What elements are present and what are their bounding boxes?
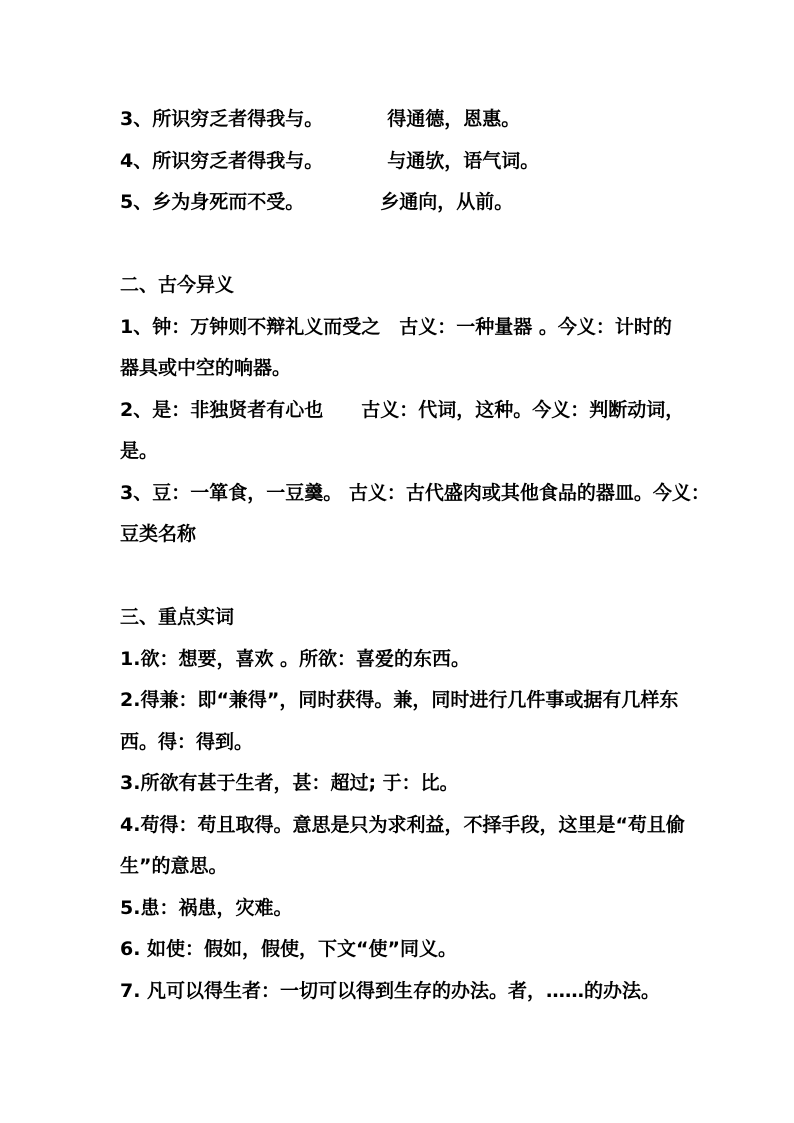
shici-line: 西。得：得到。 (120, 731, 254, 753)
shici-line: 生”的意思。 (120, 855, 228, 877)
shici-line: 1.欲：想要，喜欢 。所欲：喜爱的东西。 (120, 648, 471, 670)
shici-line: 4.苟得：苟且取得。意思是只为求利益，不择手段，这里是“苟且偷 (120, 814, 685, 836)
tongjia-note: 得通德，恩惠。 (387, 108, 521, 130)
gujin-line: 1、钟：万钟则不辩礼义而受之 古义：一种量器 。今义：计时的 (120, 316, 672, 338)
tongjia-text: 5、乡为身死而不受。 (120, 191, 305, 213)
tongjia-note: 乡通向，从前。 (380, 191, 514, 213)
shici-line: 3.所欲有甚于生者，甚：超过; 于：比。 (120, 772, 459, 794)
tongjia-text: 4、所识穷乏者得我与。 (120, 150, 324, 172)
gujin-line: 3、豆：一箪食，一豆羹。 古义：古代盛肉或其他食品的器皿。今义： (120, 482, 710, 504)
shici-line: 2.得兼：即“兼得”，同时获得。兼，同时进行几件事或据有几样东 (120, 689, 679, 711)
section-heading-shici: 三、重点实词 (120, 606, 235, 628)
gujin-line: 是。 (120, 440, 159, 462)
shici-line: 5.患：祸患，灾难。 (120, 897, 293, 919)
tongjia-note: 与通欤，语气词。 (387, 150, 540, 172)
gujin-line: 器具或中空的响器。 (120, 357, 292, 379)
tongjia-item (120, 189, 680, 215)
tongjia-item (120, 148, 680, 174)
shici-line: 6. 如使：假如，假使，下文“使”同义。 (120, 938, 458, 960)
tongjia-text: 3、所识穷乏者得我与。 (120, 108, 324, 130)
shici-line: 7. 凡可以得生者：一切可以得到生存的办法。者，……的办法。 (120, 980, 661, 1002)
tongjia-item (120, 106, 680, 132)
section-heading-gujin: 二、古今异义 (120, 274, 235, 296)
gujin-line: 2、是：非独贤者有心也 古义：代词，这种。今义：判断动词， (120, 399, 685, 421)
gujin-line: 豆类名称 (120, 523, 197, 545)
